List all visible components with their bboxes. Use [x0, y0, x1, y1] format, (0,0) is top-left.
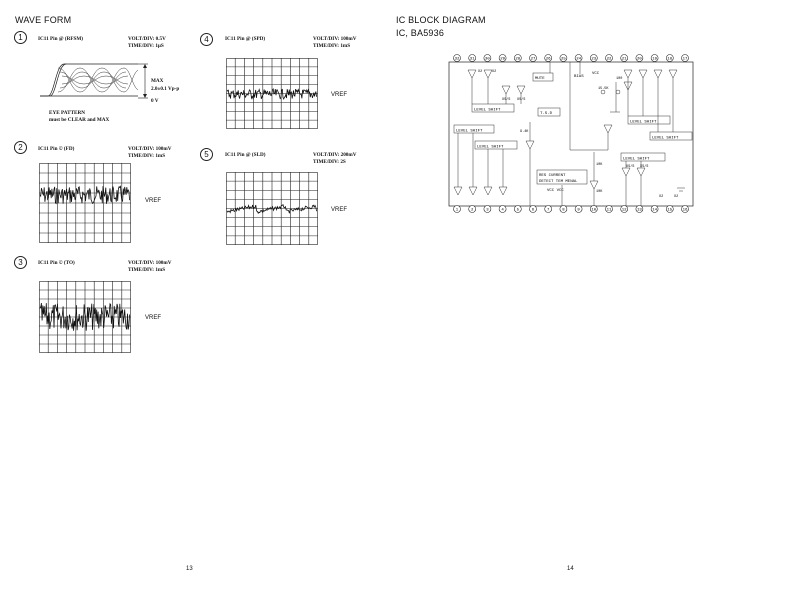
- waveform-number: 4: [200, 33, 213, 46]
- ic-pin-number: 10: [591, 208, 597, 213]
- volt-div-label: VOLT/DIV: 100mV: [313, 36, 357, 42]
- ic-pin-number: 30: [484, 57, 490, 62]
- ic-pin: [666, 206, 673, 213]
- ic-pin-number: 23: [591, 57, 597, 62]
- ic-pin: [484, 55, 491, 63]
- ic-pin: [530, 206, 537, 213]
- ic-pin-number: 28: [515, 57, 521, 62]
- ic-pin-number: 17: [682, 57, 688, 62]
- wave-form-title: WAVE FORM: [15, 15, 72, 25]
- ic-pin: [636, 206, 643, 213]
- ic-pin-number: 16: [682, 208, 688, 213]
- diagram-label: LEVEL SHIFT: [474, 108, 501, 113]
- ic-pin: [682, 55, 689, 63]
- ic-pin: [575, 55, 582, 63]
- diagram-label: LEVEL SHIFT: [630, 120, 657, 125]
- diagram-label: LEVEL SHIFT: [652, 136, 679, 141]
- diagram-label: 100: [616, 77, 623, 81]
- oscilloscope-grid: [39, 281, 131, 353]
- volt-div-label: VOLT/DIV: 200mV: [313, 152, 357, 158]
- ic-pin-number: 6: [531, 208, 535, 213]
- oscilloscope-grid: [226, 172, 318, 245]
- volt-div-label: VOLT/DIV: 0.5V: [128, 36, 166, 42]
- ic-pin: [560, 206, 567, 213]
- diagram-label: 10K: [596, 163, 603, 167]
- ic-pin: [514, 55, 521, 63]
- vpp-label: 2.0±0.1 Vp-p: [151, 86, 180, 92]
- ic-pin: [606, 206, 613, 213]
- ic-pin-number: 5: [516, 208, 520, 213]
- ic-block-diagram-title: IC BLOCK DIAGRAM: [396, 15, 486, 25]
- ic-pin: [545, 206, 552, 213]
- ic-pin: [469, 55, 476, 63]
- ic-pin: [590, 55, 597, 63]
- ic-block-diagram: [440, 52, 700, 214]
- diagram-label: 10K: [596, 190, 603, 194]
- ic-pin-number: 9: [577, 208, 580, 213]
- ic-pin-number: 3: [486, 208, 489, 213]
- ic-pin: [651, 206, 658, 213]
- ic-pin-number: 13: [636, 208, 642, 213]
- ic-pin-number: 24: [576, 57, 582, 62]
- diagram-label: XS/S: [517, 98, 526, 102]
- zero-volt-label: 0 V: [151, 98, 159, 104]
- waveform-number: 5: [200, 148, 213, 161]
- diagram-label: T.S.D: [540, 112, 553, 116]
- ic-pin: [545, 55, 552, 63]
- vref-label: VREF: [145, 198, 162, 204]
- ic-pin: [575, 206, 582, 213]
- ic-pin-number: 19: [652, 57, 658, 62]
- bottom-pin-row: [454, 206, 689, 213]
- volt-div-label: VOLT/DIV: 100mV: [128, 260, 172, 266]
- ic-pin: [499, 55, 506, 63]
- vref-label: VREF: [331, 92, 348, 98]
- time-div-label: TIME/DIV: 1µS: [128, 43, 164, 49]
- oscilloscope-grid: [39, 163, 131, 243]
- grid-lines: [39, 163, 131, 243]
- eye-pattern-label: EYE PATTERN: [49, 110, 85, 116]
- internal-circuitry: [454, 62, 692, 206]
- ic-pin: [454, 55, 461, 63]
- ic-pin: [454, 206, 461, 213]
- ic-pin: [636, 55, 643, 63]
- ic-pin-number: 14: [652, 208, 658, 213]
- ic-pin-number: 22: [606, 57, 612, 62]
- ic-pin-number: 26: [545, 57, 551, 62]
- time-div-label: TIME/DIV: 1mS: [128, 153, 166, 159]
- diagram-label: 9.4K: [520, 130, 529, 134]
- time-div-label: TIME/DIV: 1mS: [313, 43, 351, 49]
- ic-pin: [499, 206, 506, 213]
- ic-pin: [621, 206, 628, 213]
- diagram-label: DETECT TEM MENAL: [539, 180, 578, 184]
- waveform-number: 2: [14, 141, 27, 154]
- ic-pin-number: 11: [606, 208, 612, 213]
- diagram-label: LEVEL SHIFT: [623, 157, 650, 162]
- ic-pin: [590, 206, 597, 213]
- ic-pin: [621, 55, 628, 63]
- ic-pin: [666, 55, 673, 63]
- diagram-label: X2: [674, 195, 679, 199]
- diagram-label: MUTE: [535, 77, 545, 81]
- ic-pin-number: 15: [667, 208, 673, 213]
- diagram-label: RES CURRENT: [539, 174, 566, 178]
- ic-pin: [560, 55, 567, 63]
- waveform-pin-label: IC11 Pin © (TO): [38, 260, 75, 266]
- waveform-pin-label: IC11 Pin @ (SLD): [225, 152, 266, 158]
- page-number: 13: [186, 566, 193, 572]
- diagram-label: XS/S: [640, 165, 649, 169]
- ic-pin-number: 29: [500, 57, 506, 62]
- waveform-number: 1: [14, 31, 27, 44]
- ic-pin-number: 25: [560, 57, 566, 62]
- diagram-label: X2: [478, 70, 483, 74]
- ic-pin: [514, 206, 521, 213]
- diagram-label: LEVEL SHIFT: [477, 145, 504, 150]
- vref-label: VREF: [331, 207, 348, 213]
- diagram-label: LEVEL SHIFT: [456, 129, 483, 134]
- top-pin-row: [454, 55, 689, 63]
- time-div-label: TIME/DIV: 1mS: [128, 267, 166, 273]
- waveform-number: 3: [14, 256, 27, 269]
- ic-pin-number: 32: [454, 57, 460, 62]
- ic-pin: [530, 55, 537, 63]
- ic-pin: [651, 55, 658, 63]
- ic-pin: [484, 206, 491, 213]
- diagram-label: BIAS: [574, 75, 584, 79]
- ic-pin-number: 2: [470, 208, 474, 213]
- ic-part-subtitle: IC, BA5936: [396, 28, 445, 38]
- ic-pin: [682, 206, 689, 213]
- waveform-pin-label: IC11 Pin @ (SPD): [225, 36, 266, 42]
- vref-label: VREF: [145, 315, 162, 321]
- diagram-label: VCC VCC: [547, 189, 564, 193]
- ic-pin-number: 31: [469, 57, 475, 62]
- ic-pin-number: 12: [621, 208, 627, 213]
- grid-lines: [39, 281, 131, 353]
- ic-pin-number: 20: [636, 57, 642, 62]
- waveform-pin-label: IC11 Pin © (FD): [38, 146, 75, 152]
- volt-div-label: VOLT/DIV: 100mV: [128, 146, 172, 152]
- ic-pin-number: 8: [562, 208, 565, 213]
- diagram-label: XS/S: [626, 165, 635, 169]
- ic-pin-number: 21: [621, 57, 627, 62]
- page-number: 14: [567, 566, 574, 572]
- waveform-pin-label: IC11 Pin @ (RFSM): [38, 36, 84, 42]
- ic-pin-number: 27: [530, 57, 536, 62]
- ic-pin-number: 7: [546, 208, 550, 213]
- ic-pin: [606, 55, 613, 63]
- ic-package-outline: [449, 62, 693, 206]
- ic-pin-number: 18: [667, 57, 673, 62]
- eye-pattern-note: must be CLEAR and MAX: [49, 117, 110, 123]
- eye-pattern-graphic: [38, 60, 150, 102]
- diagram-label: XS/S: [502, 98, 511, 102]
- time-div-label: TIME/DIV: 2S: [313, 159, 346, 165]
- diagram-label: X2: [492, 70, 497, 74]
- diagram-label: X2: [659, 195, 664, 199]
- ic-pin: [469, 206, 476, 213]
- diagram-label: 15.5K: [598, 87, 609, 91]
- max-label: MAX: [151, 78, 164, 84]
- ic-pin-number: 4: [501, 208, 504, 213]
- diagram-label: VCC: [592, 72, 600, 76]
- ic-pin-number: 1: [455, 208, 459, 213]
- oscilloscope-grid: [226, 58, 318, 129]
